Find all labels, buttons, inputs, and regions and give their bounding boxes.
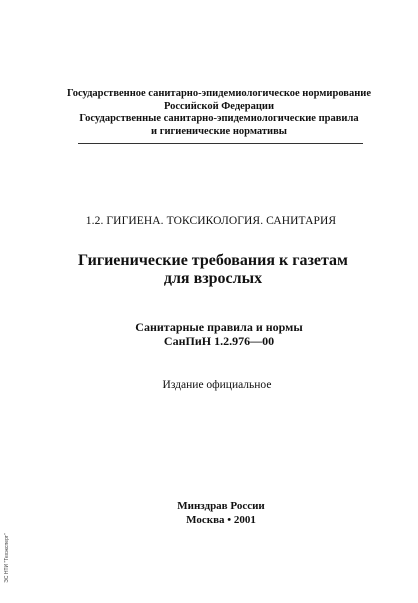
subtitle-line: Санитарные правила и нормы [135,320,303,334]
series-heading: 1.2. ГИГИЕНА. ТОКСИКОЛОГИЯ. САНИТАРИЯ [85,215,337,227]
subtitle-line: СанПиН 1.2.976—00 [163,334,275,348]
document-subtitle [10,320,418,348]
header-line: и гигиенические нормативы [151,125,287,137]
title-line: для взрослых [163,270,263,287]
document-title [4,252,418,288]
header-line: Государственные санитарно-эпидемиологические правила [79,113,359,124]
header-divider [78,143,363,144]
edition-note: Издание официальное [162,379,272,391]
header-line: Государственное санитарно-эпидемиологическое нормирование [66,88,371,99]
title-line: Гигиенические требования к газетам [78,252,348,269]
publisher-line: Москва • 2001 [186,514,256,526]
header-block [10,88,418,138]
side-watermark: ЭС НТИ "Техэксперт" [4,533,10,583]
publisher-block [12,499,418,527]
publisher-line: Минздрав России [177,500,265,512]
header-line: Российской Федерации [163,100,275,112]
